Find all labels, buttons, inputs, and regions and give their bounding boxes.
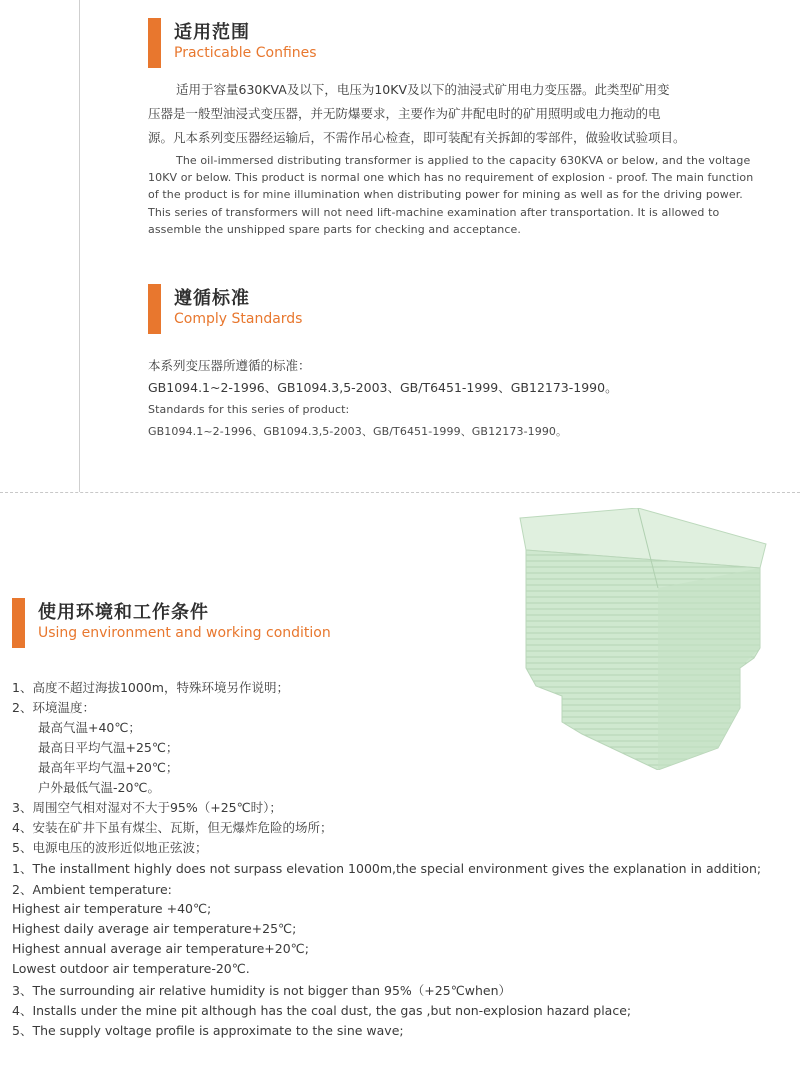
vertical-guide-line bbox=[79, 0, 80, 492]
standards-en-intro: Standards for this series of product: bbox=[148, 403, 350, 416]
scope-title-cn: 适用范围 bbox=[174, 22, 250, 43]
accent-bar bbox=[148, 284, 161, 334]
standards-cn-list: GB1094.1~2-1996、GB1094.3,5-2003、GB/T6451-1999、GB12173-1990。 bbox=[148, 380, 618, 395]
environment-cn-item: 4、安装在矿井下虽有煤尘、瓦斯，但无爆炸危险的场所； bbox=[12, 820, 333, 835]
environment-cn-item: 1、高度不超过海拔1000m，特殊环境另作说明； bbox=[12, 680, 289, 695]
scope-title-en: Practicable Confines bbox=[174, 45, 317, 61]
accent-bar bbox=[12, 598, 25, 648]
environment-en-item: 5、The supply voltage profile is approximate to the sine wave; bbox=[12, 1023, 404, 1038]
standards-en-list: GB1094.1~2-1996、GB1094.3,5-2003、GB/T6451-1999、GB12173-1990。 bbox=[148, 425, 568, 438]
environment-title-cn: 使用环境和工作条件 bbox=[38, 602, 209, 623]
environment-cn-item: 2、环境温度： bbox=[12, 700, 95, 715]
environment-cn-item: 最高日平均气温+25℃； bbox=[38, 740, 179, 755]
transformer-tank-image bbox=[518, 508, 778, 770]
environment-en-item: Highest annual average air temperature+20℃; bbox=[12, 941, 309, 956]
environment-cn-item: 3、周围空气相对湿对不大于95%（+25℃时）； bbox=[12, 800, 282, 815]
standards-title-cn: 遵循标准 bbox=[174, 288, 250, 309]
standards-title-en: Comply Standards bbox=[174, 311, 303, 327]
environment-en-item: Highest air temperature +40℃; bbox=[12, 901, 212, 916]
scope-cn-line: 源。凡本系列变压器经运输后，不需作吊心检查，即可装配有关拆卸的零部件，做验收试验项目。 bbox=[148, 130, 686, 145]
scope-en-line: This series of transformers will not need lift-machine examination after transportation. It is allowed to bbox=[148, 206, 720, 219]
environment-cn-item: 户外最低气温-20℃。 bbox=[38, 780, 160, 795]
scope-cn-line: 适用于容量630KVA及以下，电压为10KV及以下的油浸式矿用电力变压器。此类型矿用变 bbox=[176, 82, 670, 97]
environment-en-item: 1、The installment highly does not surpass elevation 1000m,the special environment gives the explanation in addition; bbox=[12, 861, 762, 876]
scope-en-line: of the product is for mine illumination when distributing power for mining as well as for the driving power. bbox=[148, 188, 743, 201]
environment-title-en: Using environment and working condition bbox=[38, 625, 331, 641]
scope-cn-line: 压器是一般型油浸式变压器，并无防爆要求，主要作为矿井配电时的矿用照明或电力拖动的电 bbox=[148, 106, 661, 121]
accent-bar bbox=[148, 18, 161, 68]
environment-en-item: 2、Ambient temperature: bbox=[12, 882, 172, 897]
environment-en-item: 4、Installs under the mine pit although has the coal dust, the gas ,but non-explosion hazard place; bbox=[12, 1003, 632, 1018]
environment-cn-item: 最高气温+40℃； bbox=[38, 720, 141, 735]
scope-en-line: 10KV or below. This product is normal one which has no requirement of explosion - proof. The main function bbox=[148, 171, 754, 184]
environment-en-item: 3、The surrounding air relative humidity is not bigger than 95%（+25℃when） bbox=[12, 983, 511, 998]
standards-cn-intro: 本系列变压器所遵循的标准： bbox=[148, 358, 311, 373]
section-divider bbox=[0, 492, 800, 493]
environment-cn-item: 5、电源电压的波形近似地正弦波； bbox=[12, 840, 208, 855]
environment-cn-item: 最高年平均气温+20℃； bbox=[38, 760, 179, 775]
scope-en-line: assemble the unshipped spare parts for checking and acceptance. bbox=[148, 223, 521, 236]
environment-en-item: Lowest outdoor air temperature-20℃. bbox=[12, 961, 250, 976]
scope-en-line: The oil-immersed distributing transformer is applied to the capacity 630KVA or below, and the voltage bbox=[176, 154, 751, 167]
environment-en-item: Highest daily average air temperature+25℃; bbox=[12, 921, 297, 936]
